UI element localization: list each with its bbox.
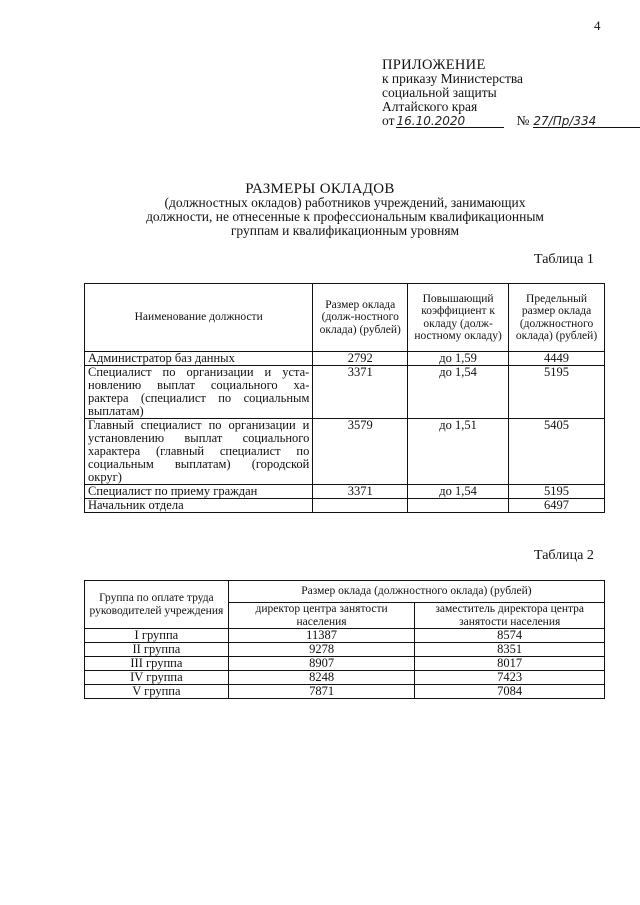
order-date-number: [382, 114, 640, 128]
col-header-group: Группа по оплате труда руководителей учреждения: [85, 581, 229, 629]
table-row: [85, 499, 605, 513]
table-row: [85, 366, 605, 419]
cell-group: III группа: [85, 657, 229, 671]
table-1: [84, 283, 605, 513]
title-main: РАЗМЕРЫ ОКЛАДОВ: [245, 181, 395, 197]
cell-director: 8907: [228, 657, 415, 671]
table-row: [85, 629, 605, 643]
order-date: 16.10.2020: [396, 115, 504, 128]
table-header-row: [85, 581, 605, 603]
cell-salary: 3371: [313, 366, 408, 419]
cell-coef: до 1,54: [408, 485, 509, 499]
title-line: группам и квалификационным уровням: [230, 223, 460, 238]
appendix-block: [382, 58, 640, 128]
cell-director: 11387: [228, 629, 415, 643]
table-header-row: [85, 284, 605, 352]
col-header-name: Наименование должности: [85, 284, 313, 352]
table-row: [85, 685, 605, 699]
cell-deputy: 7423: [415, 671, 605, 685]
table-row: [85, 671, 605, 685]
document-title: [0, 182, 640, 238]
col-header-director: директор центра занятости населения: [228, 603, 415, 629]
table-row: [85, 419, 605, 485]
title-line: (должностных окладов) работников учреждений, занимающих: [164, 195, 526, 210]
table-row: [85, 485, 605, 499]
cell-salary: 2792: [313, 352, 408, 366]
cell-group: I группа: [85, 629, 229, 643]
cell-max: 4449: [509, 352, 605, 366]
cell-name: Специалист по приему граждан: [85, 485, 313, 499]
cell-director: 9278: [228, 643, 415, 657]
cell-group: V группа: [85, 685, 229, 699]
cell-director: 7871: [228, 685, 415, 699]
cell-max: 6497: [509, 499, 605, 513]
page-number: 4: [594, 18, 601, 33]
cell-name: Специалист по организации и уста-новлению выплат социального ха-рактера (специалист по социальным выплатам): [85, 366, 313, 419]
order-number: 27/Пр/334: [533, 115, 640, 128]
table-row: [85, 657, 605, 671]
cell-salary: 3579: [313, 419, 408, 485]
cell-deputy: 8351: [415, 643, 605, 657]
cell-max: 5195: [509, 485, 605, 499]
cell-coef: до 1,54: [408, 366, 509, 419]
cell-deputy: 8574: [415, 629, 605, 643]
from-label: от: [382, 113, 395, 128]
appendix-line: к приказу Министерства: [382, 71, 524, 86]
appendix-line: социальной защиты: [382, 85, 497, 100]
number-sign: №: [516, 113, 530, 128]
table-2: [84, 580, 605, 699]
table1-label: Таблица 1: [534, 252, 594, 267]
col-header-max: Предельный размер оклада (должностного оклада) (рублей): [509, 284, 605, 352]
table-row: [85, 643, 605, 657]
table-row: [85, 352, 605, 366]
cell-deputy: 8017: [415, 657, 605, 671]
appendix-line: Алтайского края: [382, 99, 478, 114]
cell-deputy: 7084: [415, 685, 605, 699]
col-header-salary-span: Размер оклада (должностного оклада) (рублей): [228, 581, 604, 603]
cell-coef: [408, 499, 509, 513]
cell-group: II группа: [85, 643, 229, 657]
col-header-coef: Повышающий коэффициент к окладу (долж-ностному окладу): [408, 284, 509, 352]
cell-coef: до 1,51: [408, 419, 509, 485]
cell-name: Начальник отдела: [85, 499, 313, 513]
cell-max: 5405: [509, 419, 605, 485]
col-header-salary: Размер оклада (долж-ностного оклада) (рублей): [313, 284, 408, 352]
cell-name: Администратор баз данных: [85, 352, 313, 366]
cell-max: 5195: [509, 366, 605, 419]
appendix-heading: ПРИЛОЖЕНИЕ: [382, 57, 486, 73]
cell-coef: до 1,59: [408, 352, 509, 366]
cell-group: IV группа: [85, 671, 229, 685]
table2-label: Таблица 2: [534, 548, 594, 563]
cell-salary: [313, 499, 408, 513]
col-header-deputy: заместитель директора центра занятости населения: [415, 603, 605, 629]
cell-salary: 3371: [313, 485, 408, 499]
cell-name: Главный специалист по организации и установлению выплат социального характера (главный специалист по социальным выплатам) (городской округ): [85, 419, 313, 485]
title-line: должности, не отнесенные к профессиональным квалификационным: [146, 209, 544, 224]
cell-director: 8248: [228, 671, 415, 685]
